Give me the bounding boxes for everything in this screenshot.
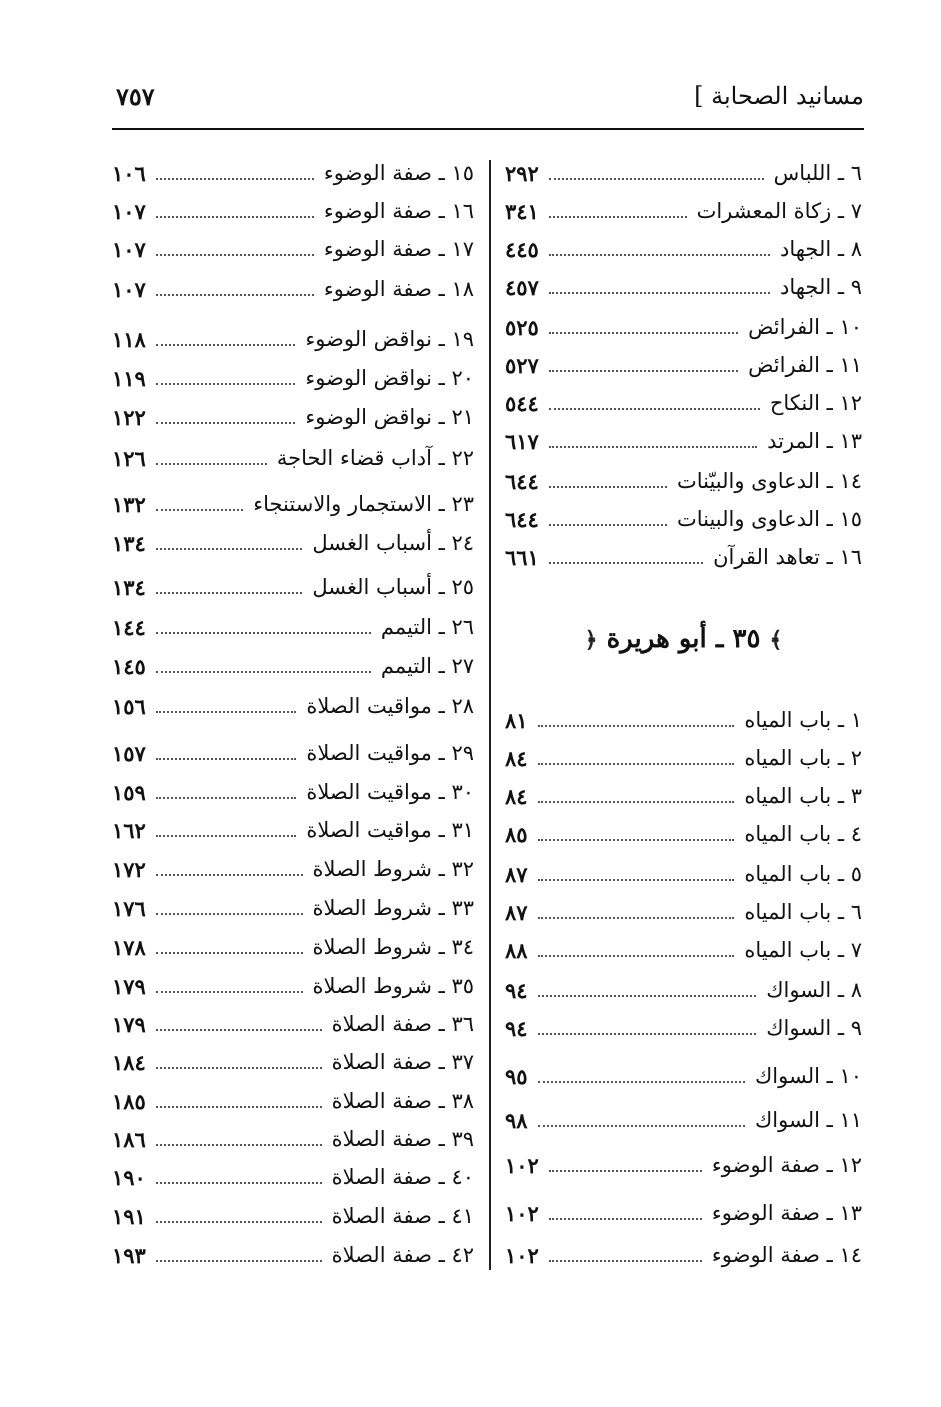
toc-entry-page: ٢٩٢ [505, 160, 539, 186]
toc-entry-page: ١٧٨ [112, 934, 146, 960]
toc-entry-title: ١١ ـ السواك [754, 1108, 862, 1132]
toc-entry-page: ١٠٢ [505, 1242, 539, 1268]
leader-dots [156, 1144, 322, 1146]
toc-entry-page: ١٥٧ [112, 740, 146, 766]
toc-entry-page: ١٧٢ [112, 856, 146, 882]
toc-entry-page: ٥٢٥ [505, 314, 539, 340]
leader-dots [156, 294, 314, 296]
toc-entry [112, 1084, 474, 1118]
leader-dots [538, 995, 757, 997]
toc-entry-title: ١٥ ـ الدعاوى والبينات [676, 507, 862, 531]
leader-dots [549, 524, 667, 526]
toc-entry-page: ١٦٢ [112, 817, 146, 843]
toc-entry-title: ٩ ـ الجهاد [779, 275, 862, 299]
toc-entry-page: ٨٥ [505, 821, 528, 847]
toc-entry [505, 779, 862, 813]
leader-dots [156, 671, 371, 673]
toc-entry-title: ٣١ ـ مواقيت الصلاة [306, 818, 474, 842]
leader-dots [156, 1260, 322, 1262]
toc-entry [112, 1045, 474, 1079]
leader-dots [549, 1260, 702, 1262]
leader-dots [156, 592, 302, 594]
toc-entry [505, 194, 862, 228]
toc-entry-title: ٤٠ ـ صفة الصلاة [331, 1165, 474, 1189]
toc-entry [505, 502, 862, 536]
toc-entry [112, 736, 474, 770]
toc-entry [112, 272, 474, 306]
leader-dots [538, 1033, 757, 1035]
toc-entry-page: ١٩١ [112, 1203, 146, 1229]
leader-dots [538, 763, 735, 765]
leader-dots [538, 725, 735, 727]
toc-entry [505, 817, 862, 851]
running-title: مسانيد الصحابة ] [694, 82, 864, 110]
toc-entry-title: ٣٣ ـ شروط الصلاة [312, 896, 474, 920]
toc-entry-title: ٧ ـ زكاة المعشرات [696, 199, 862, 223]
leader-dots [538, 955, 735, 957]
toc-entry-page: ١٨٤ [112, 1049, 146, 1075]
toc-entry [505, 464, 862, 498]
toc-entry-title: ٢٢ ـ آداب قضاء الحاجة [276, 446, 474, 470]
leader-dots [156, 952, 303, 954]
leader-dots [156, 509, 243, 511]
toc-entry-title: ٣٢ ـ شروط الصلاة [312, 857, 474, 881]
leader-dots [156, 1221, 322, 1223]
leader-dots [538, 1081, 745, 1083]
toc-entry-title: ٢٠ ـ نواقض الوضوء [305, 366, 474, 390]
leader-dots [156, 874, 303, 876]
leader-dots [156, 1182, 322, 1184]
toc-entry-title: ١٣ ـ المرتد [767, 429, 862, 453]
header-rule [112, 128, 864, 130]
leader-dots [549, 1218, 702, 1220]
toc-entry [505, 386, 862, 420]
toc-entry-page: ٥٢٧ [505, 352, 539, 378]
toc-entry-page: ١٠٢ [505, 1200, 539, 1226]
toc-entry-page: ١٠٧ [112, 198, 146, 224]
toc-entry-page: ٩٥ [505, 1063, 528, 1089]
toc-entry [112, 400, 474, 434]
toc-entry [505, 1059, 862, 1093]
toc-entry-title: ٣٠ ـ مواقيت الصلاة [306, 780, 474, 804]
toc-entry-page: ٤٥٧ [505, 274, 539, 300]
leader-dots [549, 292, 770, 294]
toc-entry-title: ٢٩ ـ مواقيت الصلاة [306, 741, 474, 765]
toc-entry [112, 194, 474, 228]
toc-entry [112, 322, 474, 356]
leader-dots [156, 383, 295, 385]
toc-entry [505, 1103, 862, 1137]
toc-entry-page: ٨١ [505, 707, 528, 733]
leader-dots [538, 917, 735, 919]
toc-entry [112, 441, 474, 475]
toc-entry-title: ٢٤ ـ أسباب الغسل [312, 531, 474, 555]
leader-dots [538, 839, 735, 841]
toc-entry-page: ٣٤١ [505, 198, 539, 224]
leader-dots [549, 446, 757, 448]
toc-entry-page: ١٢٢ [112, 404, 146, 430]
toc-entry-page: ٨٨ [505, 937, 528, 963]
toc-entry [112, 1122, 474, 1156]
toc-entry-title: ٦ ـ اللباس [773, 161, 862, 185]
toc-entry-page: ١١٨ [112, 326, 146, 352]
leader-dots [549, 216, 687, 218]
toc-entry-page: ١٠٧ [112, 276, 146, 302]
ornament-left-icon: ﴿ [584, 627, 598, 653]
toc-entry-title: ٤٢ ـ صفة الصلاة [331, 1243, 474, 1267]
leader-dots [156, 758, 297, 760]
leader-dots [156, 1106, 322, 1108]
toc-entry-page: ٨٧ [505, 861, 528, 887]
ornament-right-icon: ﴾ [769, 627, 783, 653]
toc-entry-title: ٢٧ ـ التيمم [380, 654, 474, 678]
toc-entry-title: ٢٣ ـ الاستجمار والاستنجاء [253, 492, 474, 516]
leader-dots [156, 711, 297, 713]
leader-dots [549, 178, 764, 180]
leader-dots [538, 1125, 745, 1127]
toc-entry-title: ١ ـ باب المياه [744, 708, 862, 732]
toc-entry-page: ١٣٤ [112, 574, 146, 600]
toc-entry-page: ١٠٢ [505, 1152, 539, 1178]
toc-entry-title: ١٠ ـ السواك [754, 1064, 862, 1088]
toc-entry-page: ٨٧ [505, 899, 528, 925]
toc-entry-page: ٦١٧ [505, 428, 539, 454]
toc-entry-title: ١١ ـ الفرائض [748, 353, 862, 377]
toc-entry [505, 348, 862, 382]
leader-dots [156, 548, 302, 550]
toc-entry-page: ٦٤٤ [505, 468, 539, 494]
toc-entry-title: ٤ ـ باب المياه [744, 822, 862, 846]
leader-dots [156, 632, 371, 634]
toc-entry-title: ١٢ ـ النكاح [769, 391, 862, 415]
toc-entry-page: ٩٤ [505, 977, 528, 1003]
toc-entry-page: ١٣٢ [112, 491, 146, 517]
toc-entry-title: ١٣ ـ صفة الوضوء [711, 1201, 862, 1225]
toc-entry-page: ٩٨ [505, 1107, 528, 1133]
toc-entry [505, 857, 862, 891]
toc-entry-page: ١٠٦ [112, 160, 146, 186]
toc-entry-title: ٣٦ ـ صفة الصلاة [331, 1012, 474, 1036]
toc-entry [505, 973, 862, 1007]
toc-entry-title: ٧ ـ باب المياه [744, 938, 862, 962]
toc-entry-page: ٦٦١ [505, 544, 539, 570]
toc-entry [505, 1148, 862, 1182]
toc-entry-page: ١٧٩ [112, 973, 146, 999]
toc-entry [505, 1196, 862, 1230]
section-title: ٣٥ ـ أبو هريرة [606, 624, 761, 654]
toc-entry [505, 895, 862, 929]
toc-entry [112, 526, 474, 560]
toc-entry-page: ١٥٩ [112, 779, 146, 805]
toc-entry-title: ١٩ ـ نواقض الوضوء [305, 327, 474, 351]
toc-entry [505, 270, 862, 304]
leader-dots [549, 1170, 702, 1172]
toc-entry [112, 1160, 474, 1194]
toc-entry-page: ٥٤٤ [505, 390, 539, 416]
toc-entry-title: ١٤ ـ الدعاوى والبيّنات [676, 469, 862, 493]
toc-entry-title: ٦ ـ باب المياه [744, 900, 862, 924]
leader-dots [156, 1067, 322, 1069]
toc-entry-page: ١٧٩ [112, 1011, 146, 1037]
toc-entry-page: ٦٤٤ [505, 506, 539, 532]
toc-entry-title: ١٦ ـ تعاهد القرآن [713, 545, 862, 569]
toc-entry [112, 852, 474, 886]
toc-entry-title: ٣٧ ـ صفة الصلاة [331, 1050, 474, 1074]
toc-entry [112, 775, 474, 809]
column-divider [489, 160, 491, 1270]
toc-entry [505, 540, 862, 574]
toc-entry-title: ١٦ ـ صفة الوضوء [323, 199, 474, 223]
toc-entry-title: ٣٩ ـ صفة الصلاة [331, 1127, 474, 1151]
toc-entry [112, 361, 474, 395]
leader-dots [156, 835, 297, 837]
toc-entry [112, 689, 474, 723]
toc-entry [112, 570, 474, 604]
leader-dots [156, 913, 303, 915]
toc-entry-title: ٢ ـ باب المياه [744, 746, 862, 770]
toc-entry-page: ١٧٦ [112, 895, 146, 921]
page-header [112, 82, 864, 122]
toc-entry [112, 610, 474, 644]
toc-entry-title: ٣٥ ـ شروط الصلاة [312, 974, 474, 998]
toc-entry [112, 649, 474, 683]
toc-entry [505, 1238, 862, 1272]
leader-dots [156, 216, 314, 218]
leader-dots [549, 408, 760, 410]
toc-entry-page: ١٨٥ [112, 1088, 146, 1114]
toc-entry [112, 232, 474, 266]
toc-entry [505, 1011, 862, 1045]
toc-entry [505, 933, 862, 967]
toc-entry-title: ٨ ـ السواك [766, 978, 862, 1002]
toc-entry-page: ١٤٥ [112, 653, 146, 679]
section-heading [505, 624, 862, 654]
toc-entry-page: ١٥٦ [112, 693, 146, 719]
toc-entry-page: ٨٤ [505, 783, 528, 809]
leader-dots [156, 422, 295, 424]
toc-entry-title: ٥ ـ باب المياه [744, 862, 862, 886]
toc-entry [112, 1007, 474, 1041]
toc-entry [112, 1238, 474, 1272]
leader-dots [549, 370, 738, 372]
toc-entry [505, 741, 862, 775]
toc-entry [505, 156, 862, 190]
toc-entry [505, 424, 862, 458]
leader-dots [549, 562, 703, 564]
leader-dots [549, 486, 667, 488]
leader-dots [156, 344, 295, 346]
toc-entry-title: ٩ ـ السواك [766, 1016, 862, 1040]
leader-dots [156, 797, 297, 799]
toc-entry-title: ٢٨ ـ مواقيت الصلاة [306, 694, 474, 718]
toc-entry-page: ١٨٦ [112, 1126, 146, 1152]
toc-entry-page: ٨٤ [505, 745, 528, 771]
leader-dots [549, 254, 770, 256]
toc-entry-page: ١٤٤ [112, 614, 146, 640]
toc-entry [505, 703, 862, 737]
toc-entry-title: ٢٥ ـ أسباب الغسل [312, 575, 474, 599]
leader-dots [549, 332, 738, 334]
page-number: ٧٥٧ [116, 82, 155, 111]
toc-entry [112, 813, 474, 847]
toc-entry-page: ١٩٠ [112, 1164, 146, 1190]
leader-dots [156, 991, 303, 993]
toc-entry-page: ١٢٦ [112, 445, 146, 471]
leader-dots [538, 879, 735, 881]
toc-entry [112, 969, 474, 1003]
leader-dots [156, 178, 314, 180]
toc-entry-page: ١٩٣ [112, 1242, 146, 1268]
toc-entry-title: ٤١ ـ صفة الصلاة [331, 1204, 474, 1228]
toc-entry [112, 156, 474, 190]
toc-entry-title: ١٨ ـ صفة الوضوء [323, 277, 474, 301]
leader-dots [156, 254, 314, 256]
toc-entry-title: ١٧ ـ صفة الوضوء [323, 237, 474, 261]
toc-entry [112, 930, 474, 964]
toc-entry [112, 1199, 474, 1233]
toc-entry-title: ٢١ ـ نواقض الوضوء [305, 405, 474, 429]
toc-entry-title: ٣٤ ـ شروط الصلاة [312, 935, 474, 959]
toc-entry [505, 310, 862, 344]
toc-entry-title: ٢٦ ـ التيمم [380, 615, 474, 639]
toc-entry-page: ٩٤ [505, 1015, 528, 1041]
toc-entry-title: ٣ ـ باب المياه [744, 784, 862, 808]
toc-entry-title: ١٠ ـ الفرائض [748, 315, 862, 339]
toc-entry-page: ٤٤٥ [505, 236, 539, 262]
toc-entry-title: ٨ ـ الجهاد [779, 237, 862, 261]
toc-entry-page: ١٣٤ [112, 530, 146, 556]
toc-entry-title: ١٥ ـ صفة الوضوء [323, 161, 474, 185]
leader-dots [538, 801, 735, 803]
toc-entry-title: ٣٨ ـ صفة الصلاة [331, 1089, 474, 1113]
toc-entry [505, 232, 862, 266]
toc-entry-page: ١٠٧ [112, 236, 146, 262]
toc-entry-page: ١١٩ [112, 365, 146, 391]
toc-entry-title: ١٢ ـ صفة الوضوء [711, 1153, 862, 1177]
leader-dots [156, 1029, 322, 1031]
toc-entry [112, 891, 474, 925]
leader-dots [156, 463, 267, 465]
toc-entry-title: ١٤ ـ صفة الوضوء [711, 1243, 862, 1267]
toc-entry [112, 487, 474, 521]
